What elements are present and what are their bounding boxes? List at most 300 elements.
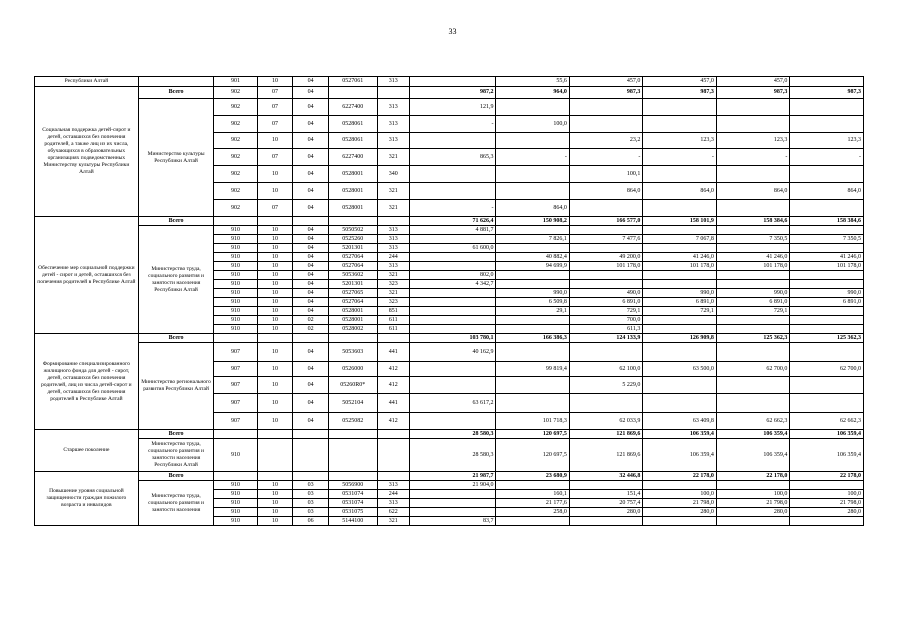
- subsection-code-cell: 04: [293, 166, 329, 183]
- amount-cell: 32 446,8: [569, 472, 642, 481]
- amount-cell: 21 798,0: [790, 499, 864, 508]
- amount-cell: [716, 394, 789, 413]
- amount-cell: 6 891,0: [643, 298, 716, 307]
- section-code-cell: 10: [257, 183, 293, 200]
- section-code-cell: 10: [257, 413, 293, 430]
- amount-cell: 121,9: [409, 99, 495, 116]
- amount-cell: -: [716, 149, 789, 166]
- amount-cell: [643, 481, 716, 490]
- amount-cell: [409, 508, 495, 517]
- amount-cell: 62 700,0: [790, 362, 864, 377]
- amount-cell: [569, 226, 642, 235]
- subsection-code-cell: 04: [293, 149, 329, 166]
- amount-cell: 864,0: [790, 183, 864, 200]
- amount-cell: [716, 325, 789, 334]
- target-code-cell: [328, 334, 377, 343]
- expense-type-cell: [377, 334, 409, 343]
- amount-cell: [643, 226, 716, 235]
- section-code-cell: 10: [257, 262, 293, 271]
- section-code-cell: [257, 217, 293, 226]
- adm-code-cell: [214, 472, 257, 481]
- target-code-cell: 0527065: [328, 289, 377, 298]
- adm-code-cell: 910: [214, 439, 257, 472]
- expense-type-cell: 313: [377, 262, 409, 271]
- expense-type-cell: [377, 439, 409, 472]
- expense-type-cell: 611: [377, 325, 409, 334]
- subsection-code-cell: 04: [293, 244, 329, 253]
- target-code-cell: 5053602: [328, 271, 377, 280]
- amount-cell: [790, 77, 864, 87]
- amount-cell: 100,0: [790, 490, 864, 499]
- amount-cell: [496, 377, 569, 394]
- amount-cell: [569, 99, 642, 116]
- adm-code-cell: 902: [214, 133, 257, 149]
- subsection-code-cell: 04: [293, 77, 329, 87]
- amount-cell: [790, 99, 864, 116]
- amount-cell: 987,3: [643, 87, 716, 99]
- subsection-code-cell: 04: [293, 99, 329, 116]
- amount-cell: [790, 200, 864, 217]
- amount-cell: [569, 271, 642, 280]
- amount-cell: 990,0: [790, 289, 864, 298]
- amount-cell: [716, 343, 789, 362]
- amount-cell: 865,3: [409, 149, 495, 166]
- amount-cell: [643, 166, 716, 183]
- section-code-cell: [257, 439, 293, 472]
- section-code-cell: 10: [257, 298, 293, 307]
- amount-cell: 106 359,4: [643, 439, 716, 472]
- subsection-code-cell: [293, 439, 329, 472]
- amount-cell: 7 477,6: [569, 235, 642, 244]
- amount-cell: 63 500,0: [643, 362, 716, 377]
- target-code-cell: 5201301: [328, 280, 377, 289]
- amount-cell: [643, 394, 716, 413]
- amount-cell: 990,0: [496, 289, 569, 298]
- amount-cell: [643, 200, 716, 217]
- section-code-cell: 10: [257, 377, 293, 394]
- target-code-cell: 0531074: [328, 490, 377, 499]
- expense-type-cell: [377, 430, 409, 439]
- amount-cell: 864,0: [643, 183, 716, 200]
- amount-cell: [409, 490, 495, 499]
- amount-cell: 123,3: [716, 133, 789, 149]
- agency-cell: Министерство регионального развития Республики Алтай: [138, 343, 214, 430]
- amount-cell: [716, 377, 789, 394]
- subsection-code-cell: 04: [293, 413, 329, 430]
- expense-type-cell: 321: [377, 183, 409, 200]
- adm-code-cell: 902: [214, 116, 257, 133]
- amount-cell: 729,1: [569, 307, 642, 316]
- amount-cell: 22 178,0: [643, 472, 716, 481]
- subsection-code-cell: 04: [293, 394, 329, 413]
- target-code-cell: 6227400: [328, 99, 377, 116]
- section-code-cell: 10: [257, 481, 293, 490]
- target-code-cell: 5144100: [328, 517, 377, 526]
- amount-cell: [569, 116, 642, 133]
- amount-cell: 40 162,9: [409, 343, 495, 362]
- amount-cell: [643, 377, 716, 394]
- amount-cell: 100,0: [496, 116, 569, 133]
- amount-cell: 125 362,3: [716, 334, 789, 343]
- section-code-cell: 07: [257, 116, 293, 133]
- amount-cell: [409, 183, 495, 200]
- amount-cell: 21 177,6: [496, 499, 569, 508]
- amount-cell: [790, 316, 864, 325]
- total-label-cell: Всего: [138, 430, 214, 439]
- adm-code-cell: 910: [214, 481, 257, 490]
- amount-cell: [409, 235, 495, 244]
- amount-cell: 987,3: [790, 87, 864, 99]
- target-code-cell: 0528002: [328, 325, 377, 334]
- amount-cell: -: [569, 149, 642, 166]
- target-code-cell: 0528001: [328, 166, 377, 183]
- target-code-cell: [328, 439, 377, 472]
- amount-cell: 990,0: [643, 289, 716, 298]
- amount-cell: 166 577,0: [569, 217, 642, 226]
- section-code-cell: 10: [257, 166, 293, 183]
- amount-cell: [496, 343, 569, 362]
- expense-type-cell: 313: [377, 499, 409, 508]
- subsection-code-cell: 04: [293, 235, 329, 244]
- amount-cell: 150 908,2: [496, 217, 569, 226]
- amount-cell: 62 662,3: [790, 413, 864, 430]
- total-row: [35, 430, 864, 439]
- amount-cell: [409, 133, 495, 149]
- amount-cell: 20 757,4: [569, 499, 642, 508]
- table-row: [35, 99, 864, 116]
- adm-code-cell: 902: [214, 149, 257, 166]
- adm-code-cell: 902: [214, 183, 257, 200]
- adm-code-cell: 901: [214, 77, 257, 87]
- agency-cell: Министерство труда, социального развития и занятости населения Республики Алтай: [138, 439, 214, 472]
- total-row: [35, 334, 864, 343]
- amount-cell: 41 246,0: [716, 253, 789, 262]
- amount-cell: 457,0: [716, 77, 789, 87]
- amount-cell: [643, 116, 716, 133]
- amount-cell: 166 386,3: [496, 334, 569, 343]
- section-code-cell: 10: [257, 325, 293, 334]
- program-name-cell: Старшее поколение: [35, 430, 139, 472]
- amount-cell: [409, 289, 495, 298]
- amount-cell: 121 869,6: [569, 430, 642, 439]
- amount-cell: [716, 517, 789, 526]
- amount-cell: 63 617,2: [409, 394, 495, 413]
- amount-cell: [409, 166, 495, 183]
- amount-cell: 101 178,0: [569, 262, 642, 271]
- amount-cell: 987,2: [409, 87, 495, 99]
- amount-cell: 103 780,1: [409, 334, 495, 343]
- section-code-cell: [257, 334, 293, 343]
- adm-code-cell: [214, 217, 257, 226]
- amount-cell: [716, 200, 789, 217]
- target-code-cell: 0527064: [328, 262, 377, 271]
- total-row: [35, 472, 864, 481]
- amount-cell: 101 718,3: [496, 413, 569, 430]
- subsection-code-cell: 04: [293, 87, 329, 99]
- target-code-cell: 5056900: [328, 481, 377, 490]
- adm-code-cell: [214, 430, 257, 439]
- amount-cell: [790, 377, 864, 394]
- amount-cell: 106 359,4: [716, 439, 789, 472]
- amount-cell: 94 699,9: [496, 262, 569, 271]
- amount-cell: [496, 316, 569, 325]
- amount-cell: 123,3: [643, 133, 716, 149]
- amount-cell: 101 178,0: [643, 262, 716, 271]
- amount-cell: 120 697,5: [496, 439, 569, 472]
- amount-cell: 457,0: [643, 77, 716, 87]
- adm-code-cell: 907: [214, 413, 257, 430]
- target-code-cell: 5050502: [328, 226, 377, 235]
- section-code-cell: 07: [257, 200, 293, 217]
- target-code-cell: [328, 472, 377, 481]
- amount-cell: 7 826,1: [496, 235, 569, 244]
- expense-type-cell: [377, 217, 409, 226]
- amount-cell: 106 359,4: [643, 430, 716, 439]
- subsection-code-cell: 02: [293, 325, 329, 334]
- amount-cell: [643, 99, 716, 116]
- subsection-code-cell: 04: [293, 271, 329, 280]
- amount-cell: [716, 99, 789, 116]
- subsection-code-cell: 03: [293, 499, 329, 508]
- expense-type-cell: 313: [377, 116, 409, 133]
- amount-cell: 120 697,5: [496, 430, 569, 439]
- amount-cell: 106 359,4: [790, 439, 864, 472]
- amount-cell: 6 891,0: [790, 298, 864, 307]
- amount-cell: 457,0: [569, 77, 642, 87]
- amount-cell: 62 100,0: [569, 362, 642, 377]
- amount-cell: 123,3: [790, 133, 864, 149]
- subsection-code-cell: 02: [293, 316, 329, 325]
- table-row: [35, 226, 864, 235]
- subsection-code-cell: 03: [293, 490, 329, 499]
- amount-cell: [790, 517, 864, 526]
- table-row: [35, 481, 864, 490]
- adm-code-cell: [214, 334, 257, 343]
- subsection-code-cell: 04: [293, 253, 329, 262]
- section-code-cell: 10: [257, 490, 293, 499]
- amount-cell: 21 904,0: [409, 481, 495, 490]
- expense-type-cell: 313: [377, 133, 409, 149]
- expense-type-cell: 321: [377, 517, 409, 526]
- expense-type-cell: 321: [377, 289, 409, 298]
- amount-cell: [569, 343, 642, 362]
- section-code-cell: 07: [257, 149, 293, 166]
- section-code-cell: 10: [257, 235, 293, 244]
- amount-cell: [643, 517, 716, 526]
- amount-cell: [716, 271, 789, 280]
- amount-cell: [496, 271, 569, 280]
- subsection-code-cell: 04: [293, 200, 329, 217]
- amount-cell: 71 626,4: [409, 217, 495, 226]
- amount-cell: 100,0: [643, 490, 716, 499]
- adm-code-cell: 910: [214, 499, 257, 508]
- adm-code-cell: 910: [214, 490, 257, 499]
- amount-cell: 21 798,0: [643, 499, 716, 508]
- amount-cell: 21 798,0: [716, 499, 789, 508]
- amount-cell: 4 881,7: [409, 226, 495, 235]
- amount-cell: [409, 307, 495, 316]
- agency-cell: [138, 77, 214, 87]
- adm-code-cell: 902: [214, 166, 257, 183]
- amount-cell: [716, 226, 789, 235]
- expense-type-cell: 313: [377, 77, 409, 87]
- amount-cell: 106 359,4: [790, 430, 864, 439]
- target-code-cell: 0528001: [328, 307, 377, 316]
- adm-code-cell: 910: [214, 244, 257, 253]
- adm-code-cell: 910: [214, 289, 257, 298]
- amount-cell: [409, 316, 495, 325]
- amount-cell: [643, 343, 716, 362]
- section-code-cell: 10: [257, 253, 293, 262]
- amount-cell: [496, 280, 569, 289]
- total-row: [35, 217, 864, 226]
- adm-code-cell: 910: [214, 271, 257, 280]
- section-code-cell: [257, 472, 293, 481]
- expense-type-cell: 321: [377, 271, 409, 280]
- amount-cell: 151,4: [569, 490, 642, 499]
- target-code-cell: [328, 87, 377, 99]
- amount-cell: 21 987,7: [409, 472, 495, 481]
- adm-code-cell: 902: [214, 200, 257, 217]
- amount-cell: -: [643, 149, 716, 166]
- target-code-cell: 0527064: [328, 253, 377, 262]
- target-code-cell: 0525082: [328, 413, 377, 430]
- amount-cell: [569, 394, 642, 413]
- section-code-cell: 07: [257, 99, 293, 116]
- amount-cell: [790, 166, 864, 183]
- section-code-cell: 10: [257, 343, 293, 362]
- amount-cell: [496, 183, 569, 200]
- section-code-cell: 10: [257, 394, 293, 413]
- target-code-cell: 6227400: [328, 149, 377, 166]
- amount-cell: 23 680,9: [496, 472, 569, 481]
- expense-type-cell: 313: [377, 244, 409, 253]
- target-code-cell: [328, 430, 377, 439]
- target-code-cell: 0525260: [328, 235, 377, 244]
- amount-cell: 5 229,0: [569, 377, 642, 394]
- total-label-cell: Всего: [138, 87, 214, 99]
- amount-cell: 280,0: [790, 508, 864, 517]
- amount-cell: 28 580,3: [409, 439, 495, 472]
- amount-cell: 55,6: [496, 77, 569, 87]
- expense-type-cell: [377, 87, 409, 99]
- agency-cell: Министерство труда, социального развития и занятости населения Республики Алтай: [138, 226, 214, 334]
- amount-cell: 101 178,0: [716, 262, 789, 271]
- amount-cell: 124 133,9: [569, 334, 642, 343]
- amount-cell: [409, 253, 495, 262]
- amount-cell: 101 178,0: [790, 262, 864, 271]
- amount-cell: [496, 481, 569, 490]
- amount-cell: [643, 271, 716, 280]
- adm-code-cell: 910: [214, 508, 257, 517]
- amount-cell: [569, 280, 642, 289]
- expense-type-cell: 321: [377, 200, 409, 217]
- amount-cell: [569, 481, 642, 490]
- amount-cell: 280,0: [716, 508, 789, 517]
- amount-cell: [496, 244, 569, 253]
- section-code-cell: 10: [257, 133, 293, 149]
- amount-cell: 158 384,6: [790, 217, 864, 226]
- section-code-cell: 10: [257, 362, 293, 377]
- subsection-code-cell: 03: [293, 481, 329, 490]
- amount-cell: 864,0: [496, 200, 569, 217]
- amount-cell: 7 350,5: [790, 235, 864, 244]
- section-code-cell: 10: [257, 226, 293, 235]
- adm-code-cell: 907: [214, 377, 257, 394]
- adm-code-cell: 902: [214, 87, 257, 99]
- amount-cell: 99 819,4: [496, 362, 569, 377]
- amount-cell: 990,0: [716, 289, 789, 298]
- adm-code-cell: 910: [214, 280, 257, 289]
- amount-cell: [790, 394, 864, 413]
- amount-cell: 729,1: [716, 307, 789, 316]
- amount-cell: 49 200,0: [569, 253, 642, 262]
- amount-cell: 62 700,0: [716, 362, 789, 377]
- amount-cell: [790, 116, 864, 133]
- program-name-cell: Социальная поддержка детей-сирот и детей, оставшихся без попечения родителей, а также лиц из их числа, обучающихся в образовательных организациях подведомственных Министерству культуры Республики Алтай: [35, 87, 139, 217]
- amount-cell: -: [409, 200, 495, 217]
- adm-code-cell: 902: [214, 99, 257, 116]
- expense-type-cell: 244: [377, 490, 409, 499]
- table-row: [35, 439, 864, 472]
- amount-cell: [496, 133, 569, 149]
- target-code-cell: 0527061: [328, 77, 377, 87]
- expense-type-cell: 244: [377, 253, 409, 262]
- expense-type-cell: 412: [377, 413, 409, 430]
- amount-cell: [716, 116, 789, 133]
- expense-type-cell: 313: [377, 99, 409, 116]
- subsection-code-cell: 04: [293, 280, 329, 289]
- expense-type-cell: 412: [377, 362, 409, 377]
- section-code-cell: 10: [257, 508, 293, 517]
- amount-cell: 7 350,5: [716, 235, 789, 244]
- target-code-cell: 5053603: [328, 343, 377, 362]
- amount-cell: [409, 377, 495, 394]
- adm-code-cell: 910: [214, 307, 257, 316]
- amount-cell: [409, 499, 495, 508]
- subsection-code-cell: 04: [293, 307, 329, 316]
- target-code-cell: 0526000: [328, 362, 377, 377]
- subsection-code-cell: 04: [293, 362, 329, 377]
- amount-cell: -: [790, 149, 864, 166]
- target-code-cell: 0528001: [328, 316, 377, 325]
- amount-cell: 62 033,9: [569, 413, 642, 430]
- amount-cell: 6 891,0: [569, 298, 642, 307]
- expense-type-cell: 321: [377, 149, 409, 166]
- subsection-code-cell: [293, 430, 329, 439]
- total-label-cell: Всего: [138, 334, 214, 343]
- amount-cell: [643, 316, 716, 325]
- section-code-cell: 10: [257, 244, 293, 253]
- target-code-cell: 0531074: [328, 499, 377, 508]
- table-row: [35, 343, 864, 362]
- amount-cell: [409, 413, 495, 430]
- amount-cell: 22 178,0: [790, 472, 864, 481]
- amount-cell: 280,0: [643, 508, 716, 517]
- expense-type-cell: 323: [377, 298, 409, 307]
- subsection-code-cell: 04: [293, 183, 329, 200]
- amount-cell: 6 509,8: [496, 298, 569, 307]
- adm-code-cell: 907: [214, 343, 257, 362]
- amount-cell: 4 342,7: [409, 280, 495, 289]
- amount-cell: 125 362,3: [790, 334, 864, 343]
- target-code-cell: 5201301: [328, 244, 377, 253]
- total-row: [35, 87, 864, 99]
- adm-code-cell: 907: [214, 394, 257, 413]
- amount-cell: [790, 307, 864, 316]
- target-code-cell: [328, 217, 377, 226]
- section-code-cell: 10: [257, 316, 293, 325]
